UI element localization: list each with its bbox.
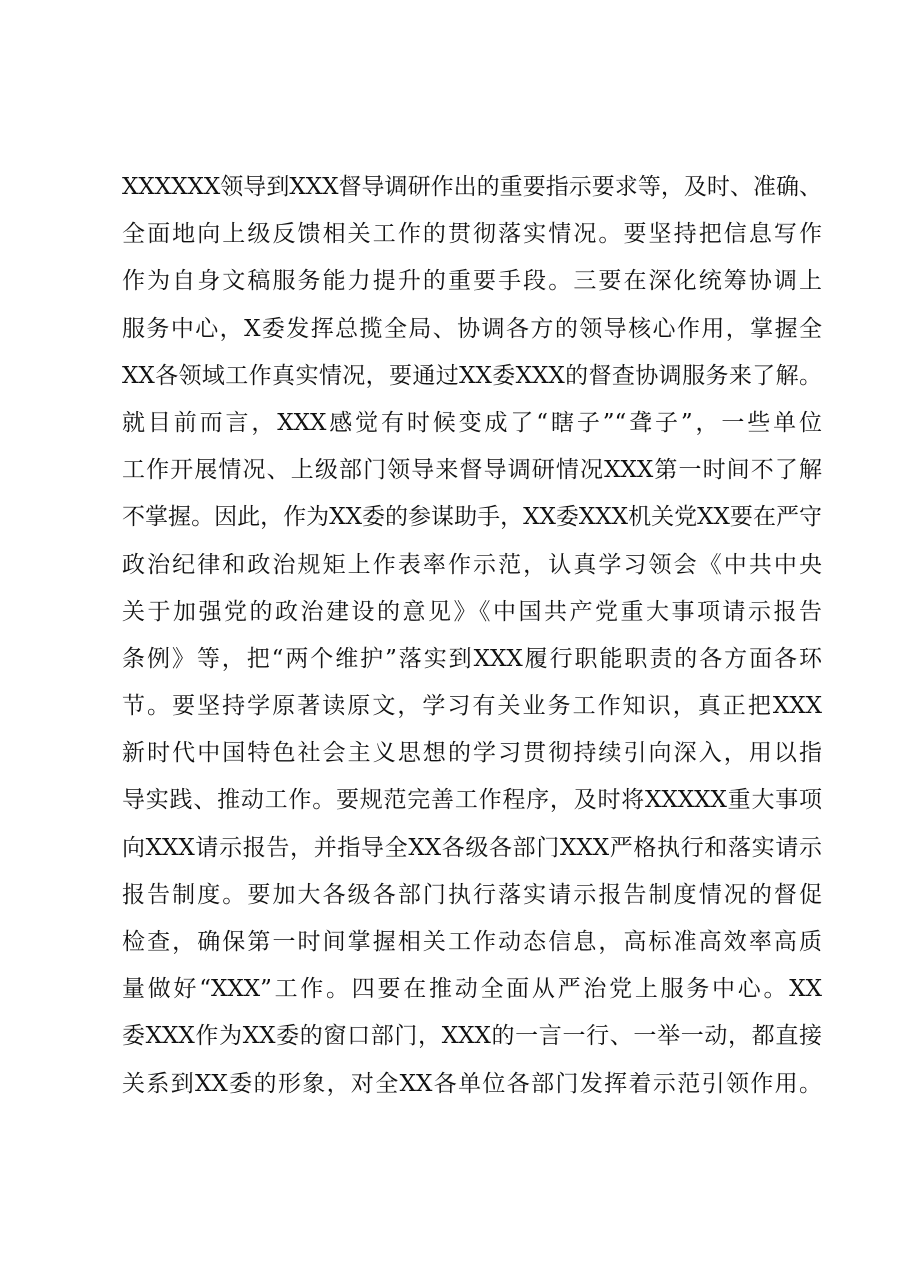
text-line-18: 量做好“XXX”工作。四要在推动全面从严治党上服务中心。XX [122,976,822,1003]
text-line-20: 关系到XX委的形象，对全XX各单位各部门发挥着示范引领作用。 [122,1070,822,1097]
text-line-10: 关于加强党的政治建设的意见》《中国共产党重大事项请示报告 [122,598,822,625]
text-line-12: 节。要坚持学原著读原文，学习有关业务工作知识，真正把XXX [122,693,822,720]
text-line-13: 新时代中国特色社会主义思想的学习贯彻持续引向深入，用以指 [122,740,822,767]
text-line-4: 服务中心，X委发挥总揽全局、协调各方的领导核心作用，掌握全 [122,315,822,342]
text-line-19: 委XXX作为XX委的窗口部门，XXX的一言一行、一举一动，都直接 [122,1023,822,1050]
text-line-6: 就目前而言，XXX感觉有时候变成了“瞎子”“聋子”，一些单位 [122,409,822,436]
text-line-11: 条例》等，把“两个维护”落实到XXX履行职能职责的各方面各环 [122,645,822,672]
text-line-17: 检查，确保第一时间掌握相关工作动态信息，高标准高效率高质 [122,929,822,955]
text-line-16: 报告制度。要加大各级各部门执行落实请示报告制度情况的督促 [122,881,822,908]
text-line-14: 导实践、推动工作。要规范完善工作程序，及时将XXXXX重大事项 [122,787,822,814]
text-line-8: 不掌握。因此，作为XX委的参谋助手，XX委XXX机关党XX要在严守 [122,504,822,531]
text-line-3: 作为自身文稿服务能力提升的重要手段。三要在深化统筹协调上 [122,268,822,295]
text-line-5: XX各领域工作真实情况，要通过XX委XXX的督查协调服务来了解。 [122,362,822,389]
body-paragraph [122,164,822,1108]
text-line-7: 工作开展情况、上级部门领导来督导调研情况XXX第一时间不了解 [122,457,822,484]
text-line-1: XXXXXX领导到XXX督导调研作出的重要指示要求等，及时、准确、 [122,174,822,200]
text-line-15: 向XXX请示报告，并指导全XX各级各部门XXX严格执行和落实请示 [122,834,822,861]
text-line-9: 政治纪律和政治规矩上作表率作示范，认真学习领会《中共中央 [122,551,822,578]
text-line-2: 全面地向上级反馈相关工作的贯彻落实情况。要坚持把信息写作 [122,221,822,248]
